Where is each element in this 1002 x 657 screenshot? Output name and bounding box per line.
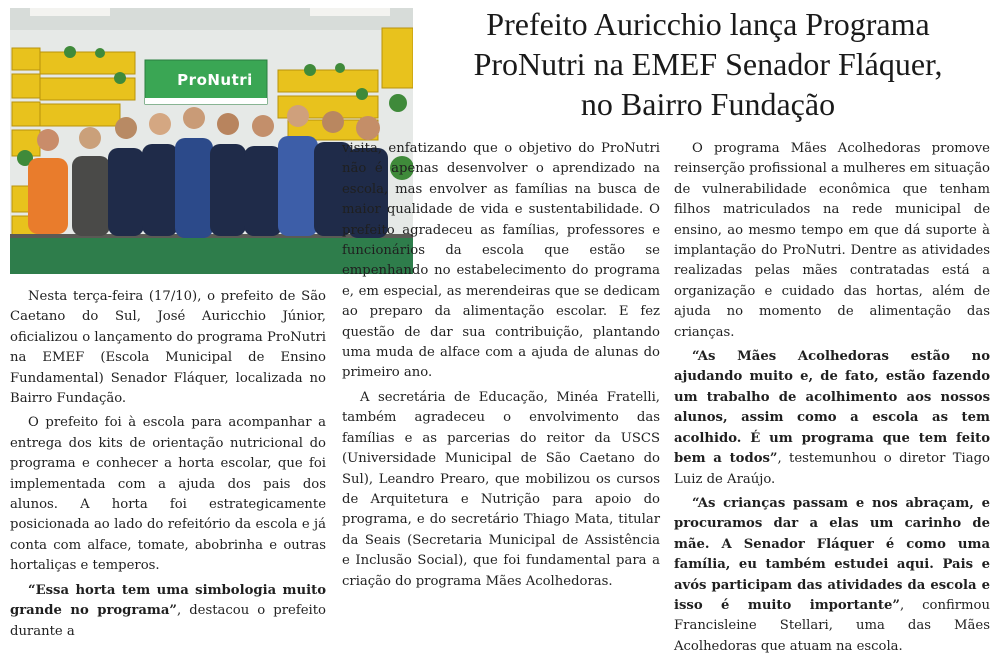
quote-attribution: , confirmou Francisleine Stellari, uma das Mães Acolhedoras que atuam na escola. bbox=[674, 597, 990, 654]
headline-line-1: Prefeito Auricchio lança Programa bbox=[486, 6, 930, 42]
photo-banner-pronutri-text: ProNutri bbox=[177, 71, 253, 89]
headline-line-2: ProNutri na EMEF Senador Fláquer, bbox=[473, 46, 943, 82]
quote-attribution: , testemunhou o diretor Tiago Luiz de Araújo. bbox=[674, 451, 990, 487]
article-headline bbox=[418, 4, 998, 124]
paragraph: O prefeito foi à escola para acompanhar a entrega dos kits de orientação nutricional do programa e conhecer a horta escolar, que foi implementada com a ajuda dos pais dos alunos. A horta foi estrategicamente posicionada ao lado do refeitório da escola e já conta com alface, tomate, abobrinha e outras hortaliças e temperos. bbox=[10, 415, 326, 574]
quote-paragraph bbox=[10, 581, 326, 642]
quote-attribution: , destacou o prefeito durante a bbox=[10, 603, 326, 639]
article-column-2 bbox=[342, 139, 660, 592]
article-column-1 bbox=[10, 287, 326, 642]
paragraph: O programa Mães Acolhedoras promove reinserção profissional a mulheres em situação de vulnerabilidade econômica que tenham filhos matriculados na rede municipal de ensino, ao mesmo tempo em que dá suporte à implantação do ProNutri. Dentre as atividades realizadas pelas mães contratadas está a organização e cuidado das hortas, além de ajuda no momento de alimentação das crianças. bbox=[674, 141, 990, 340]
quote-paragraph bbox=[674, 347, 990, 490]
headline-line-3: no Bairro Fundação bbox=[580, 86, 836, 122]
quote-paragraph bbox=[674, 494, 990, 657]
paragraph: Nesta terça-feira (17/10), o prefeito de São Caetano do Sul, José Auricchio Júnior, oficializou o lançamento do programa ProNutri na EMEF (Escola Municipal de Ensino Fundamental) Senador Fláquer, localizada no Bairro Fundação. bbox=[10, 289, 326, 407]
quote-bold-text: “Essa horta tem uma simbologia muito grande no programa” bbox=[10, 582, 326, 619]
paragraph: A secretária de Educação, Minéa Fratelli, também agradeceu o envolvimento das famílias e as parcerias do reitor da USCS (Universidade Municipal de São Caetano do Sul), Leandro Prearo, que mobilizou os cursos de Arquitetura e Nutrição para apoio do programa, e do secretário Thiago Mata, titular da Seais (Secretaria Municipal de Assistência e Inclusão Social), que foi fundamental para a criação do programa Mães Acolhedoras. bbox=[342, 389, 660, 589]
quote-bold-text: “As crianças passam e nos abraçam, e procuramos dar a elas um carinho de mãe. A Senador Fláquer é como uma família, eu também estudei aqui. Pais e avós participam das atividades da escola e isso é muito importante” bbox=[674, 495, 990, 613]
article-column-3 bbox=[674, 139, 990, 657]
quote-bold-text: “As Mães Acolhedoras estão no ajudando muito e, de fato, estão fazendo um trabalho de acolhimento aos nossos alunos, assim como a escola as tem acolhido. É um programa que tem feito bem a todos” bbox=[674, 349, 990, 467]
paragraph: visita, enfatizando que o objetivo do ProNutri não é apenas desenvolver o aprendizado na escola, mas envolver as famílias na busca de maior qualidade de vida e sustentabilidade. O prefeito agradeceu as famílias, professores e funcionários da escola que estão se empenhando no estabelecimento do programa e, em especial, as merendeiras que se dedicam ao preparo da alimentação escolar. E fez questão de dar sua contribuição, plantando uma muda de alface com a ajuda de alunas do primeiro ano. bbox=[342, 141, 660, 381]
